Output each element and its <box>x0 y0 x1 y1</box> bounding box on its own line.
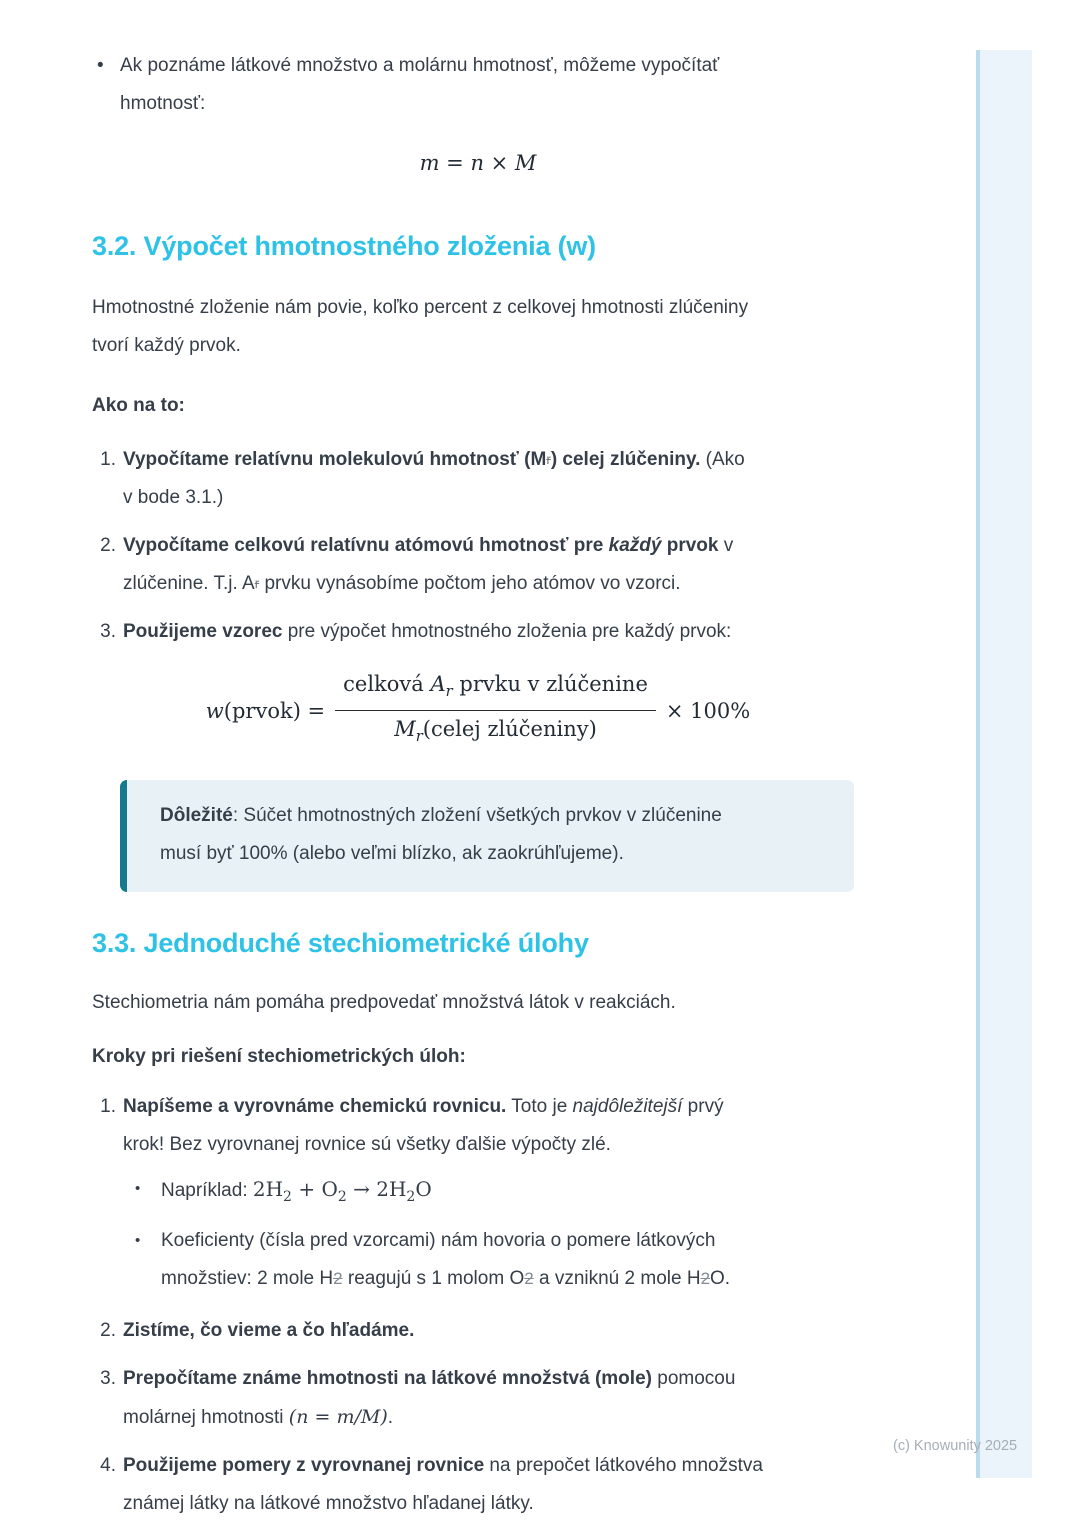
math-subscript: r <box>415 728 423 746</box>
step-regular-text: . <box>387 1407 394 1429</box>
math-text: prvku v zlúčenine <box>452 672 648 696</box>
step-regular-text: známej látky na látkové množstvo hľadanej látky. <box>123 1493 534 1515</box>
step-regular-text: reagujú s 1 molom O <box>342 1268 525 1290</box>
step-regular-text: Toto je <box>506 1096 573 1118</box>
chemical-equation <box>252 1177 432 1206</box>
step-regular-text: pre výpočet hmotnostného zloženia pre každý prvok: <box>282 621 732 642</box>
step-bold-text: Použijeme pomery z vyrovnanej rovnice <box>123 1455 485 1477</box>
step-bold-text: Vypočítame celkovú relatívnu atómovú hmotnosť pre <box>123 535 609 556</box>
step-regular-text: v bode 3.1.) <box>123 487 224 508</box>
bullet-icon: • <box>135 1232 141 1250</box>
math-operator: × <box>483 151 515 175</box>
step-regular-text: množstiev: 2 mole H <box>161 1268 334 1290</box>
chem-text: → 2H <box>346 1177 407 1202</box>
step-bold-italic-text: každý <box>608 535 662 556</box>
step-number: 3. <box>100 621 116 642</box>
side-strip-decoration <box>976 50 1032 1478</box>
intro-bullet-text <box>120 47 864 123</box>
step-text <box>123 441 864 517</box>
math-var-M: M <box>394 717 416 742</box>
math-var-M: M <box>514 151 537 175</box>
inline-math: (n = m/M) <box>288 1406 388 1429</box>
paragraph-line: tvorí každý prvok. <box>92 335 241 356</box>
step-number: 1. <box>100 449 116 470</box>
step-number: 1. <box>100 1096 116 1118</box>
step-item-1 <box>92 441 864 517</box>
step-regular-text: Koeficienty (čísla pred vzorcami) nám hovoria o pomere látkových <box>161 1230 716 1252</box>
section-3-3-heading: 3.3. Jednoduché stechiometrické úlohy <box>92 928 589 959</box>
intro-line-1: Ak poznáme látkové množstvo a molárnu hmotnosť, môžeme vypočítať <box>120 55 720 76</box>
math-text: (prvok) = <box>223 698 326 723</box>
step-regular-text: prvku vynásobíme počtom jeho atómov vo vzorci. <box>259 573 681 594</box>
chem-text: + O <box>291 1177 338 1202</box>
step-bold-text: ) celej zlúčeniny. <box>550 449 701 470</box>
example-bullet-item <box>123 1170 864 1216</box>
callout-label: Dôležité <box>160 805 233 827</box>
bullet-icon: • <box>135 1180 141 1198</box>
step-bold-text: Použijeme vzorec <box>123 621 283 642</box>
math-text: celková <box>343 672 431 696</box>
chem-subscript: 2 <box>406 1189 416 1206</box>
chem-subscript: 2 <box>283 1189 292 1206</box>
step-bold-text: Prepočítame známe hmotnosti na látkové množstvá (mole) <box>123 1368 652 1390</box>
step-regular-text: prvý <box>682 1096 724 1118</box>
callout-text: musí byť 100% (alebo veľmi blízko, ak zaokrúhľujeme). <box>160 843 624 865</box>
fraction-numerator <box>335 671 656 711</box>
content-column <box>92 0 864 1528</box>
step-text <box>123 1360 864 1437</box>
chem-text: O <box>415 1177 432 1202</box>
how-to-label: Ako na to: <box>92 395 185 416</box>
coefficients-text <box>161 1222 864 1298</box>
step-bold-text: Napíšeme a vyrovnáme chemickú rovnicu. <box>123 1096 507 1118</box>
subscript-r: r <box>546 452 551 467</box>
steps-label: Kroky pri riešení stechiometrických úloh: <box>92 1046 466 1068</box>
section-3-2-heading: 3.2. Výpočet hmotnostného zloženia (w) <box>92 231 596 261</box>
step-text <box>123 1447 864 1523</box>
step-number: 3. <box>100 1368 116 1390</box>
chem-subscript: 2 <box>337 1189 347 1206</box>
math-var-n: n <box>470 151 484 175</box>
example-label: Napríklad: <box>161 1180 253 1202</box>
step-item-3 <box>92 613 864 651</box>
step-text <box>123 527 864 603</box>
subscript-2: 2 <box>524 1269 534 1289</box>
step-item-1 <box>92 1088 864 1298</box>
step-number: 2. <box>100 535 116 556</box>
copyright-notice: (c) Knowunity 2025 <box>893 1438 1018 1454</box>
section-3-3-intro: Stechiometria nám pomáha predpovedať množstvá látok v reakciách. <box>92 992 676 1014</box>
step-item-3 <box>92 1360 864 1437</box>
callout-box <box>120 780 854 892</box>
intro-bullet-item <box>92 47 864 123</box>
step-number: 2. <box>100 1320 116 1342</box>
chem-text: 2H <box>252 1177 284 1202</box>
section-3-2-intro <box>92 289 864 365</box>
subscript-r: r <box>254 576 260 591</box>
step-regular-text: v <box>718 535 734 556</box>
formula-mass <box>92 149 864 177</box>
step-bold-text: Zistíme, čo vieme a čo hľadáme. <box>123 1320 415 1342</box>
step-bold-text: prvok <box>661 535 719 556</box>
step-text <box>123 613 864 651</box>
formula-rhs: × 100% <box>665 698 751 723</box>
step-item-4 <box>92 1447 864 1523</box>
step-regular-text: na prepočet látkového množstva <box>484 1455 763 1477</box>
math-var-A: A <box>430 672 446 696</box>
step-item-2 <box>92 527 864 603</box>
callout-text: : Súčet hmotnostných zložení všetkých prvkov v zlúčenine <box>232 805 722 827</box>
section-3-2-steps <box>92 441 864 651</box>
formula-lhs <box>206 698 325 724</box>
math-text: (celej zlúčeniny) <box>422 717 597 742</box>
step-regular-text: molárnej hmotnosti <box>123 1407 289 1429</box>
subscript-2: 2 <box>700 1269 711 1289</box>
step-regular-text: pomocou <box>651 1368 736 1390</box>
step-regular-text: zlúčenine. T.j. A <box>123 573 255 594</box>
subscript-2: 2 <box>333 1269 343 1289</box>
step-item-2 <box>92 1312 864 1350</box>
math-operator: = <box>439 151 471 175</box>
step-italic-text: najdôležitejší <box>572 1096 683 1118</box>
intro-line-2: hmotnosť: <box>120 93 206 114</box>
math-subscript: r <box>445 683 453 701</box>
step-regular-text: a vzniknú 2 mole H <box>533 1268 701 1290</box>
formula-mass-fraction <box>92 671 864 750</box>
paragraph-line: Hmotnostné zloženie nám povie, koľko percent z celkovej hmotnosti zlúčeniny <box>92 297 749 318</box>
step-regular-text: krok! Bez vyrovnanej rovnice sú všetky ďalšie výpočty zlé. <box>123 1134 611 1156</box>
math-var-w: w <box>205 698 224 723</box>
math-var-m: m <box>419 151 440 175</box>
step-number: 4. <box>100 1455 116 1477</box>
step-text <box>123 1312 864 1350</box>
fraction-denominator <box>335 711 656 750</box>
bullet-icon: • <box>97 55 104 76</box>
example-text <box>161 1170 864 1216</box>
section-3-3-steps <box>92 1088 864 1523</box>
step-text <box>123 1088 864 1298</box>
step-regular-text: O. <box>710 1268 731 1290</box>
step-bold-text: Vypočítame relatívnu molekulovú hmotnosť (M <box>123 449 547 470</box>
coefficients-bullet-item <box>123 1222 864 1298</box>
step-regular-text: (Ako <box>700 449 745 470</box>
fraction <box>335 671 656 750</box>
